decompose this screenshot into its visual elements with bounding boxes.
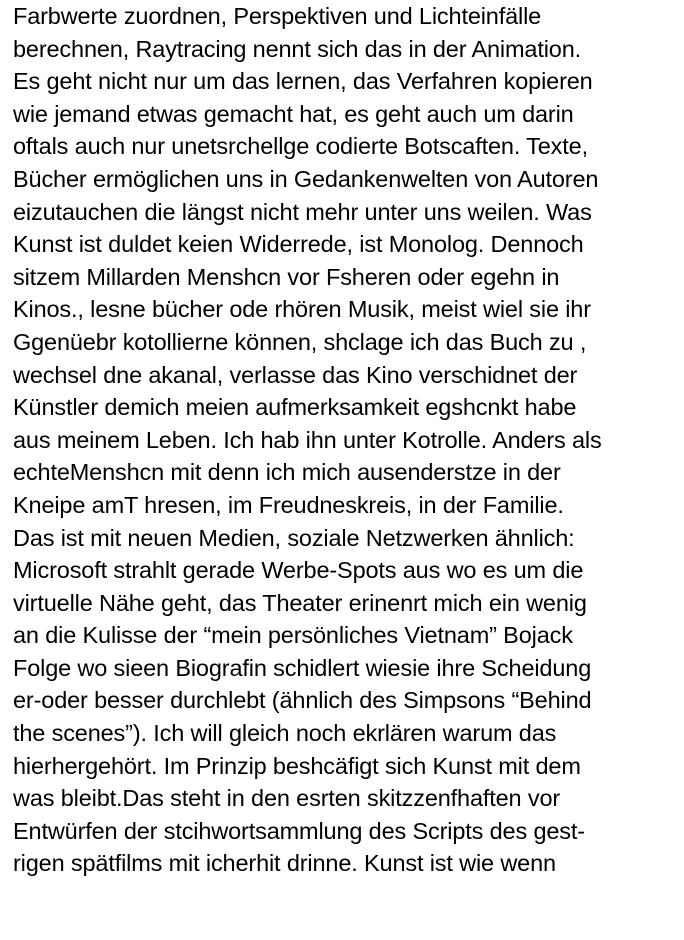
text-line: sitzem Millarden Menshcn vor Fsheren oder egehn in	[13, 263, 560, 290]
text-line: wie jemand etwas gemacht hat, es geht auch um darin	[13, 100, 574, 127]
text-line: Folge wo sieen Biografin schidlert wiesie ihre Scheidung	[13, 654, 592, 681]
text-line: Kinos., lesne bücher ode rhören Musik, meist wiel sie ihr	[13, 296, 591, 323]
text-line: oftals auch nur unetsrchellge codierte Botscaften. Texte,	[13, 133, 588, 160]
text-line: rigen spätfilms mit icherhit drinne. Kunst ist wie wenn	[13, 850, 556, 877]
text-line: Das ist mit neuen Medien, soziale Netzwerken ähnlich:	[13, 524, 575, 551]
text-line: eizutauchen die längst nicht mehr unter uns weilen. Was	[13, 198, 592, 225]
text-line: Farbwerte zuordnen, Perspektiven und Lichteinfälle	[13, 3, 542, 29]
text-line: er-oder besser durchlebt (ähnlich des Simpsons “Behind	[13, 687, 592, 714]
text-line: aus meinem Leben. Ich hab ihn unter Kotrolle. Anders als	[13, 426, 602, 453]
text-line: berechnen, Raytracing nennt sich das in der Animation.	[13, 35, 581, 62]
text-line: the scenes”). Ich will gleich noch ekrlären warum das	[13, 720, 557, 747]
text-line: virtuelle Nähe geht, das Theater erinenrt mich ein wenig	[13, 589, 587, 616]
text-line: Kunst ist duldet keien Widerrede, ist Monolog. Dennoch	[13, 231, 584, 258]
body-text	[13, 0, 683, 880]
text-line: Künstler demich meien aufmerksamkeit egshcnkt habe	[13, 394, 577, 421]
text-line: echteMenshcn mit denn ich mich ausenderstze in der	[13, 459, 561, 486]
text-line: Kneipe amT hresen, im Freudneskreis, in der Familie.	[13, 491, 564, 518]
text-line: wechsel dne akanal, verlasse das Kino verschidnet der	[13, 361, 578, 388]
text-line: was bleibt.Das steht in den esrten skitzzenfhaften vor	[13, 785, 561, 812]
text-line: an die Kulisse der “mein persönliches Vietnam” Bojack	[13, 622, 573, 649]
text-line: Entwürfen der stcihwortsammlung des Scripts des gest-	[13, 817, 585, 844]
text-line: Es geht nicht nur um das lernen, das Verfahren kopieren	[13, 68, 593, 95]
text-line: Microsoft strahlt gerade Werbe-Spots aus wo es um die	[13, 557, 584, 584]
text-line: Bücher ermöglichen uns in Gedankenwelten von Autoren	[13, 165, 599, 192]
text-line: Ggenüebr kotollierne können, shclage ich das Buch zu ,	[13, 328, 587, 355]
text-line: hierhergehört. Im Prinzip beshcäfigt sich Kunst mit dem	[13, 752, 581, 779]
